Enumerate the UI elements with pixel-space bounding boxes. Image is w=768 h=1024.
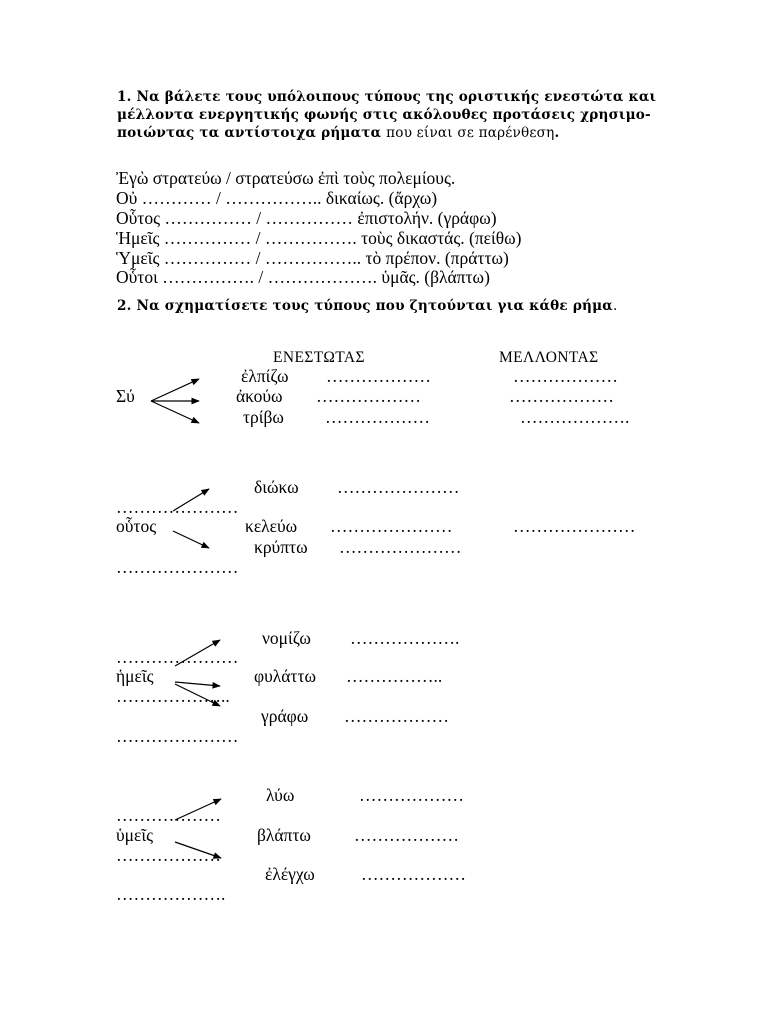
arrow-icon bbox=[175, 682, 220, 686]
blank-future-g2-2: ………………… bbox=[513, 516, 636, 536]
blank-present-g2-2: ………………… bbox=[330, 516, 453, 536]
blank-future-g1-1: ……………… bbox=[513, 366, 618, 386]
arrow-icon bbox=[175, 842, 221, 858]
verb-g1-1: ἐλπίζω bbox=[241, 366, 289, 386]
blank-present-g3-1: ………………. bbox=[350, 628, 460, 648]
exercise-1-instruction-tail: που είναι σε παρένθεση bbox=[386, 125, 555, 141]
arrow-icon bbox=[175, 640, 220, 666]
sentence-1: Ἐγὼ στρατεύω / στρατεύσω ἐπὶ τοὺς πολεμίους. bbox=[116, 168, 456, 188]
column-header-present: ΕΝΕΣΤΩΤΑΣ bbox=[273, 349, 365, 366]
sentence-6: Οὗτοι ……………. / ………………. ὑμᾶς. (βλάπτω) bbox=[116, 267, 490, 287]
verb-g3-1: νομίζω bbox=[262, 628, 311, 648]
subject-group-2: οὗτος bbox=[116, 516, 157, 536]
blank-future-g4-2: ……………… bbox=[116, 845, 221, 865]
arrow-icon bbox=[173, 489, 209, 511]
blank-present-g2-3: ………………… bbox=[339, 537, 462, 557]
sentence-5: Ὑμεῖς …………… / …………….. τὸ πρέπον. (πράττω) bbox=[116, 248, 509, 268]
blank-future-g4-3: ………………. bbox=[116, 884, 226, 904]
verb-g3-2: φυλάττω bbox=[254, 666, 317, 686]
exercise-1-instruction-text: 1. Να βάλετε τους υπόλοιπους τύπους της οριστικής ενεστώτα και μέλλοντα ενεργητικής φωνής στις ακόλουθες προτάσεις χρησιμο-ποιώντας τα αντίστοιχα ρήματα bbox=[117, 89, 657, 141]
subject-group-4: ὑμεῖς bbox=[116, 825, 154, 845]
blank-future-g2-1: ………………… bbox=[116, 497, 239, 517]
verb-g1-2: ἀκούω bbox=[236, 386, 283, 406]
blank-future-g3-3: ………………… bbox=[116, 726, 239, 746]
blank-present-g1-3: ……………… bbox=[325, 407, 430, 427]
arrow-icon bbox=[175, 684, 220, 706]
verb-g2-2: κελεύω bbox=[245, 516, 298, 536]
blank-present-g1-1: ……………… bbox=[326, 366, 431, 386]
blank-future-g1-2: ……………… bbox=[509, 386, 614, 406]
subject-group-3: ἡμεῖς bbox=[116, 666, 154, 686]
verb-g4-1: λύω bbox=[266, 785, 295, 805]
blank-future-g3-1: ………………… bbox=[116, 647, 239, 667]
exercise-2-instruction-text: 2. Να σχηματίσετε τους τύπους που ζητούνται για κάθε ρήμα bbox=[117, 298, 613, 314]
blank-present-g1-2: ……………… bbox=[316, 386, 421, 406]
arrow-icon bbox=[151, 379, 199, 401]
blank-future-g1-3: ………………. bbox=[520, 407, 630, 427]
exercise-1-instruction-end: . bbox=[554, 125, 560, 141]
arrow-icon bbox=[151, 401, 199, 423]
arrow-icon bbox=[173, 531, 209, 548]
verb-g2-3: κρύπτω bbox=[254, 537, 308, 557]
verb-g4-2: βλάπτω bbox=[257, 825, 311, 845]
blank-future-g4-1: ……………… bbox=[116, 805, 221, 825]
blank-future-g3-2: ……………….. bbox=[116, 686, 230, 706]
sentence-4: Ἡμεῖς …………… / ……………. τοὺς δικαστάς. (πείθω) bbox=[116, 228, 522, 248]
subject-group-1: Σύ bbox=[116, 386, 135, 406]
sentence-3: Οὗτος …………… / …………… ἐπιστολήν. (γράφω) bbox=[116, 208, 497, 228]
blank-present-g4-2: ……………… bbox=[354, 825, 459, 845]
verb-g2-1: διώκω bbox=[254, 477, 299, 497]
verb-g3-3: γράφω bbox=[261, 706, 309, 726]
blank-present-g4-1: ……………… bbox=[359, 785, 464, 805]
blank-present-g3-3: ……………… bbox=[344, 706, 449, 726]
sentence-2: Οὐ ………… / …………….. δικαίως. (ἄρχω) bbox=[116, 188, 438, 208]
blank-present-g3-2: …………….. bbox=[346, 666, 443, 686]
verb-g1-3: τρίβω bbox=[243, 407, 284, 427]
verb-g4-3: ἐλέγχω bbox=[265, 864, 315, 884]
exercise-2-instruction-end: . bbox=[612, 298, 618, 314]
blank-future-g2-3: ………………… bbox=[116, 557, 239, 577]
column-header-future: ΜΕΛΛΟΝΤΑΣ bbox=[499, 349, 599, 366]
blank-present-g2-1: ………………… bbox=[337, 477, 460, 497]
arrow-icon bbox=[175, 799, 221, 820]
blank-present-g4-3: ……………… bbox=[361, 864, 466, 884]
